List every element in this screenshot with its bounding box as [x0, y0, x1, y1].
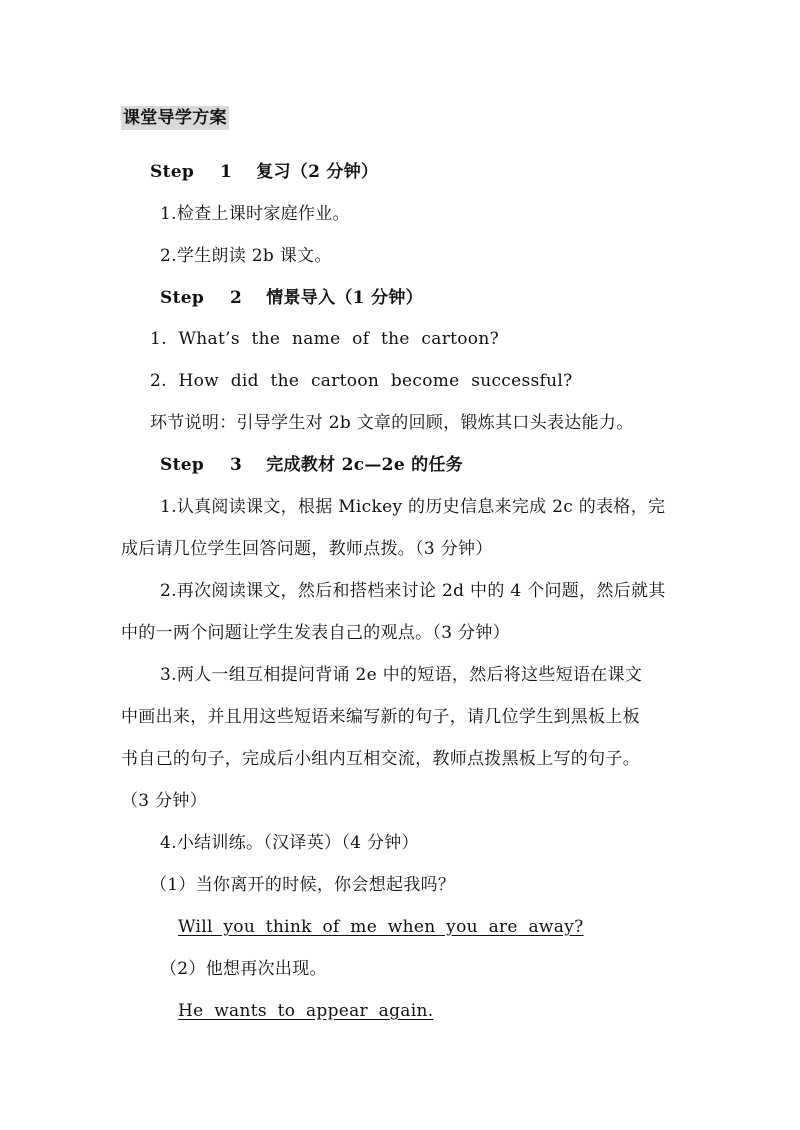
exercise-answer: Will you think of me when you are away? — [178, 917, 584, 937]
step-2-question: 2. How did the cartoon become successful? — [150, 371, 573, 391]
step-3-paragraph-line: 中画出来，并且用这些短语来编写新的句子，请几位学生到黑板上板 — [121, 707, 640, 727]
exercise-question: （1）当你离开的时候，你会想起我吗？ — [150, 875, 456, 895]
step-1-item: 2.学生朗读 2b 课文。 — [160, 246, 332, 266]
step-2-heading — [160, 286, 423, 310]
step-3-paragraph-line: 书自己的句子，完成后小组内互相交流，教师点拨黑板上写的句子。 — [121, 749, 640, 769]
step-3-paragraph-line: 1.认真阅读课文，根据 Mickey 的历史信息来完成 2c 的表格，完 — [160, 497, 666, 517]
step-3-paragraph-line: 2.再次阅读课文，然后和搭档来讨论 2d 中的 4 个问题，然后就其 — [160, 581, 666, 601]
step-2-question: 1. What’s the name of the cartoon? — [150, 329, 499, 349]
step-1-item: 1.检查上课时家庭作业。 — [160, 204, 350, 224]
step-1-heading — [150, 160, 378, 184]
step-word: Step — [160, 455, 205, 475]
exercise-answer: He wants to appear again. — [178, 1001, 434, 1021]
step-word: Step — [160, 288, 205, 308]
page-title: 课堂导学方案 — [123, 108, 227, 128]
step-3-paragraph-line: （3 分钟） — [121, 791, 208, 811]
step-word: Step — [150, 162, 195, 182]
step-2-note: 环节说明：引导学生对 2b 文章的回顾，锻炼其口头表达能力。 — [150, 413, 634, 433]
step-number: 2 — [230, 288, 243, 308]
step-title: 完成教材 2c—2e 的任务 — [266, 455, 464, 475]
step-3-paragraph-line: 中的一两个问题让学生发表自己的观点。（3 分钟） — [121, 623, 510, 643]
step-title: 情景导入（1 分钟） — [266, 288, 423, 308]
step-3-heading — [160, 453, 463, 477]
step-number: 3 — [230, 455, 243, 475]
step-3-paragraph-line: 3.两人一组互相提问背诵 2e 中的短语，然后将这些短语在课文 — [160, 665, 643, 685]
step-3-paragraph-line: 成后请几位学生回答问题，教师点拨。（3 分钟） — [121, 539, 493, 559]
step-number: 1 — [220, 162, 233, 182]
step-title: 复习（2 分钟） — [256, 162, 379, 182]
step-3-paragraph-line: 4.小结训练。（汉译英）（4 分钟） — [160, 833, 419, 853]
exercise-question: （2）他想再次出现。 — [160, 959, 327, 979]
